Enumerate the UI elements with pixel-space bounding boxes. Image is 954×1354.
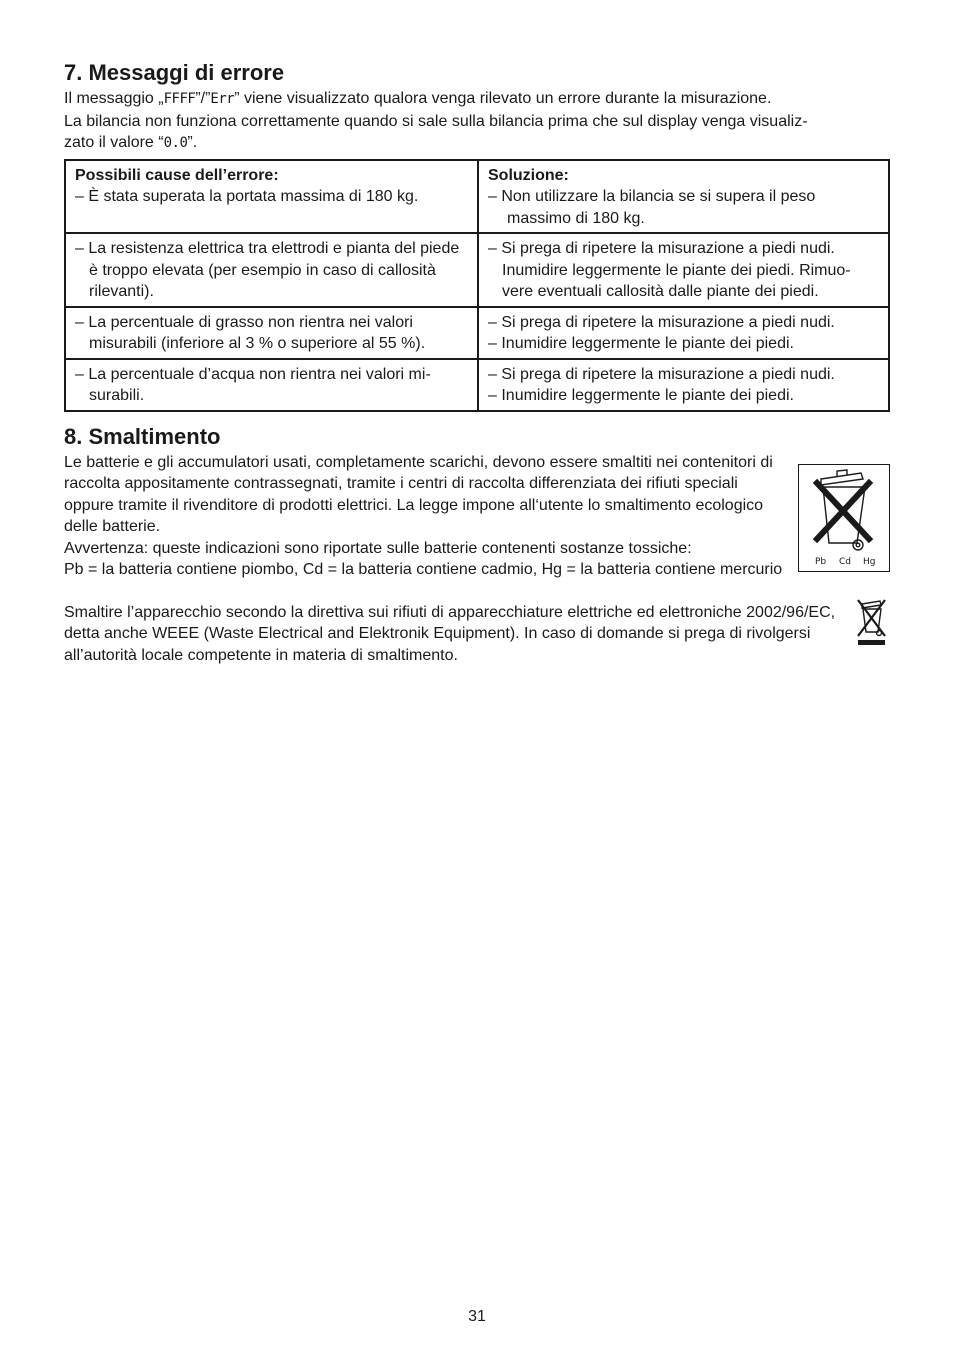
cause-header: Possibili cause dell’errore: [75, 166, 279, 184]
weee-text: Smaltire l’apparecchio secondo la direttiva sui rifiuti di apparecchiature elettriche ed elettroniche 2002/96/EC, detta anche WEEE (Waste Electrical and Elektronik Equipment). In caso di domande si prega di rivolgersi all’autorità locale competente in materia di smaltimento. [64, 603, 836, 664]
solution-text: – Inumidire leggermente le piante dei piedi. [488, 335, 794, 352]
crossed-bin-battery-icon [798, 464, 890, 572]
battery-warning: Avvertenza: queste indicazioni sono riportate sulle batterie contenenti sostanze tossiche: [64, 539, 692, 557]
error-intro-mid: ”/” [195, 90, 211, 107]
section-8-title: 8. Smaltimento [64, 423, 221, 449]
solution-text: – Si prega di ripetere la misurazione a piedi nudi. [488, 313, 835, 331]
cause-text: – La percentuale d’acqua non rientra nei valori mi-surabili. [75, 365, 431, 404]
battery-disposal-text [64, 452, 789, 560]
display-code-zero: 0.0 [163, 135, 188, 151]
table-row [65, 359, 889, 411]
display-code-ffff: FFFF [163, 91, 196, 107]
section-8 [64, 422, 890, 667]
table-row [65, 160, 889, 234]
section-7-title: 7. Messaggi di errore [64, 60, 285, 85]
solution-header: Soluzione: [488, 166, 569, 184]
hg-label: Hg [863, 556, 876, 567]
table-cell-cause [65, 359, 478, 411]
error-intro [64, 88, 890, 111]
solution-text: – Si prega di ripetere la misurazione a piedi nudi. [488, 365, 835, 383]
table-cell-solution [478, 160, 889, 234]
error-intro-pre: Il messaggio „ [64, 90, 164, 107]
cd-label: Cd [839, 556, 851, 567]
table-cell-solution [478, 359, 889, 411]
chemical-legend: Pb = la batteria contiene piombo, Cd = la batteria contiene cadmio, Hg = la batteria contiene mercurio [64, 561, 783, 578]
table-cell-cause [65, 160, 478, 234]
battery-paragraph: Le batterie e gli accumulatori usati, completamente scarichi, devono essere smaltiti nei contenitori di raccolta appositamente contrassegnati, tramite i centri di raccolta differenziata dei rifiuti speciali oppure tramite il rivenditore di prodotti elettrici. La legge impone all‘utente lo smaltimento ecologico delle batterie. [64, 453, 773, 535]
solution-text: – Inumidire leggermente le piante dei piedi. [488, 387, 794, 404]
weee-block [64, 602, 890, 667]
error-line-2: La bilancia non funziona correttamente quando si sale sulla bilancia prima che sul display venga visualiz- [64, 112, 808, 130]
table-cell-cause [65, 233, 478, 307]
error-line-3 [64, 132, 890, 155]
table-cell-cause [65, 307, 478, 359]
solution-text: – Non utilizzare la bilancia se si supera il peso massimo di 180 kg. [488, 188, 816, 227]
error-line-3-post: ”. [187, 134, 198, 151]
table-row [65, 307, 889, 359]
weee-crossed-bin-icon [854, 596, 888, 646]
table-cell-solution [478, 233, 889, 307]
error-line-3-pre: zato il valore “ [64, 134, 164, 151]
error-intro-post: ” viene visualizzato qualora venga rilevato un errore durante la misurazione. [234, 90, 772, 107]
table-row [65, 233, 889, 307]
display-code-err: Err [210, 91, 235, 107]
page-content [64, 58, 890, 666]
pb-label: Pb [815, 556, 827, 567]
error-table [64, 159, 890, 412]
solution-text: – Si prega di ripetere la misurazione a piedi nudi. Inumidire leggermente le piante dei piedi. Rimuo-vere eventuali callosità dalle piante dei piedi. [488, 240, 851, 300]
cause-text: – È stata superata la portata massima di 180 kg. [75, 188, 419, 205]
page-number: 31 [468, 1308, 486, 1325]
cause-text: – La resistenza elettrica tra elettrodi e pianta del piede è troppo elevata (per esempio in caso di callosità rilevanti). [75, 240, 460, 300]
table-cell-solution [478, 307, 889, 359]
cause-text: – La percentuale di grasso non rientra nei valori misurabili (inferiore al 3 % o superiore al 55 %). [75, 313, 426, 352]
